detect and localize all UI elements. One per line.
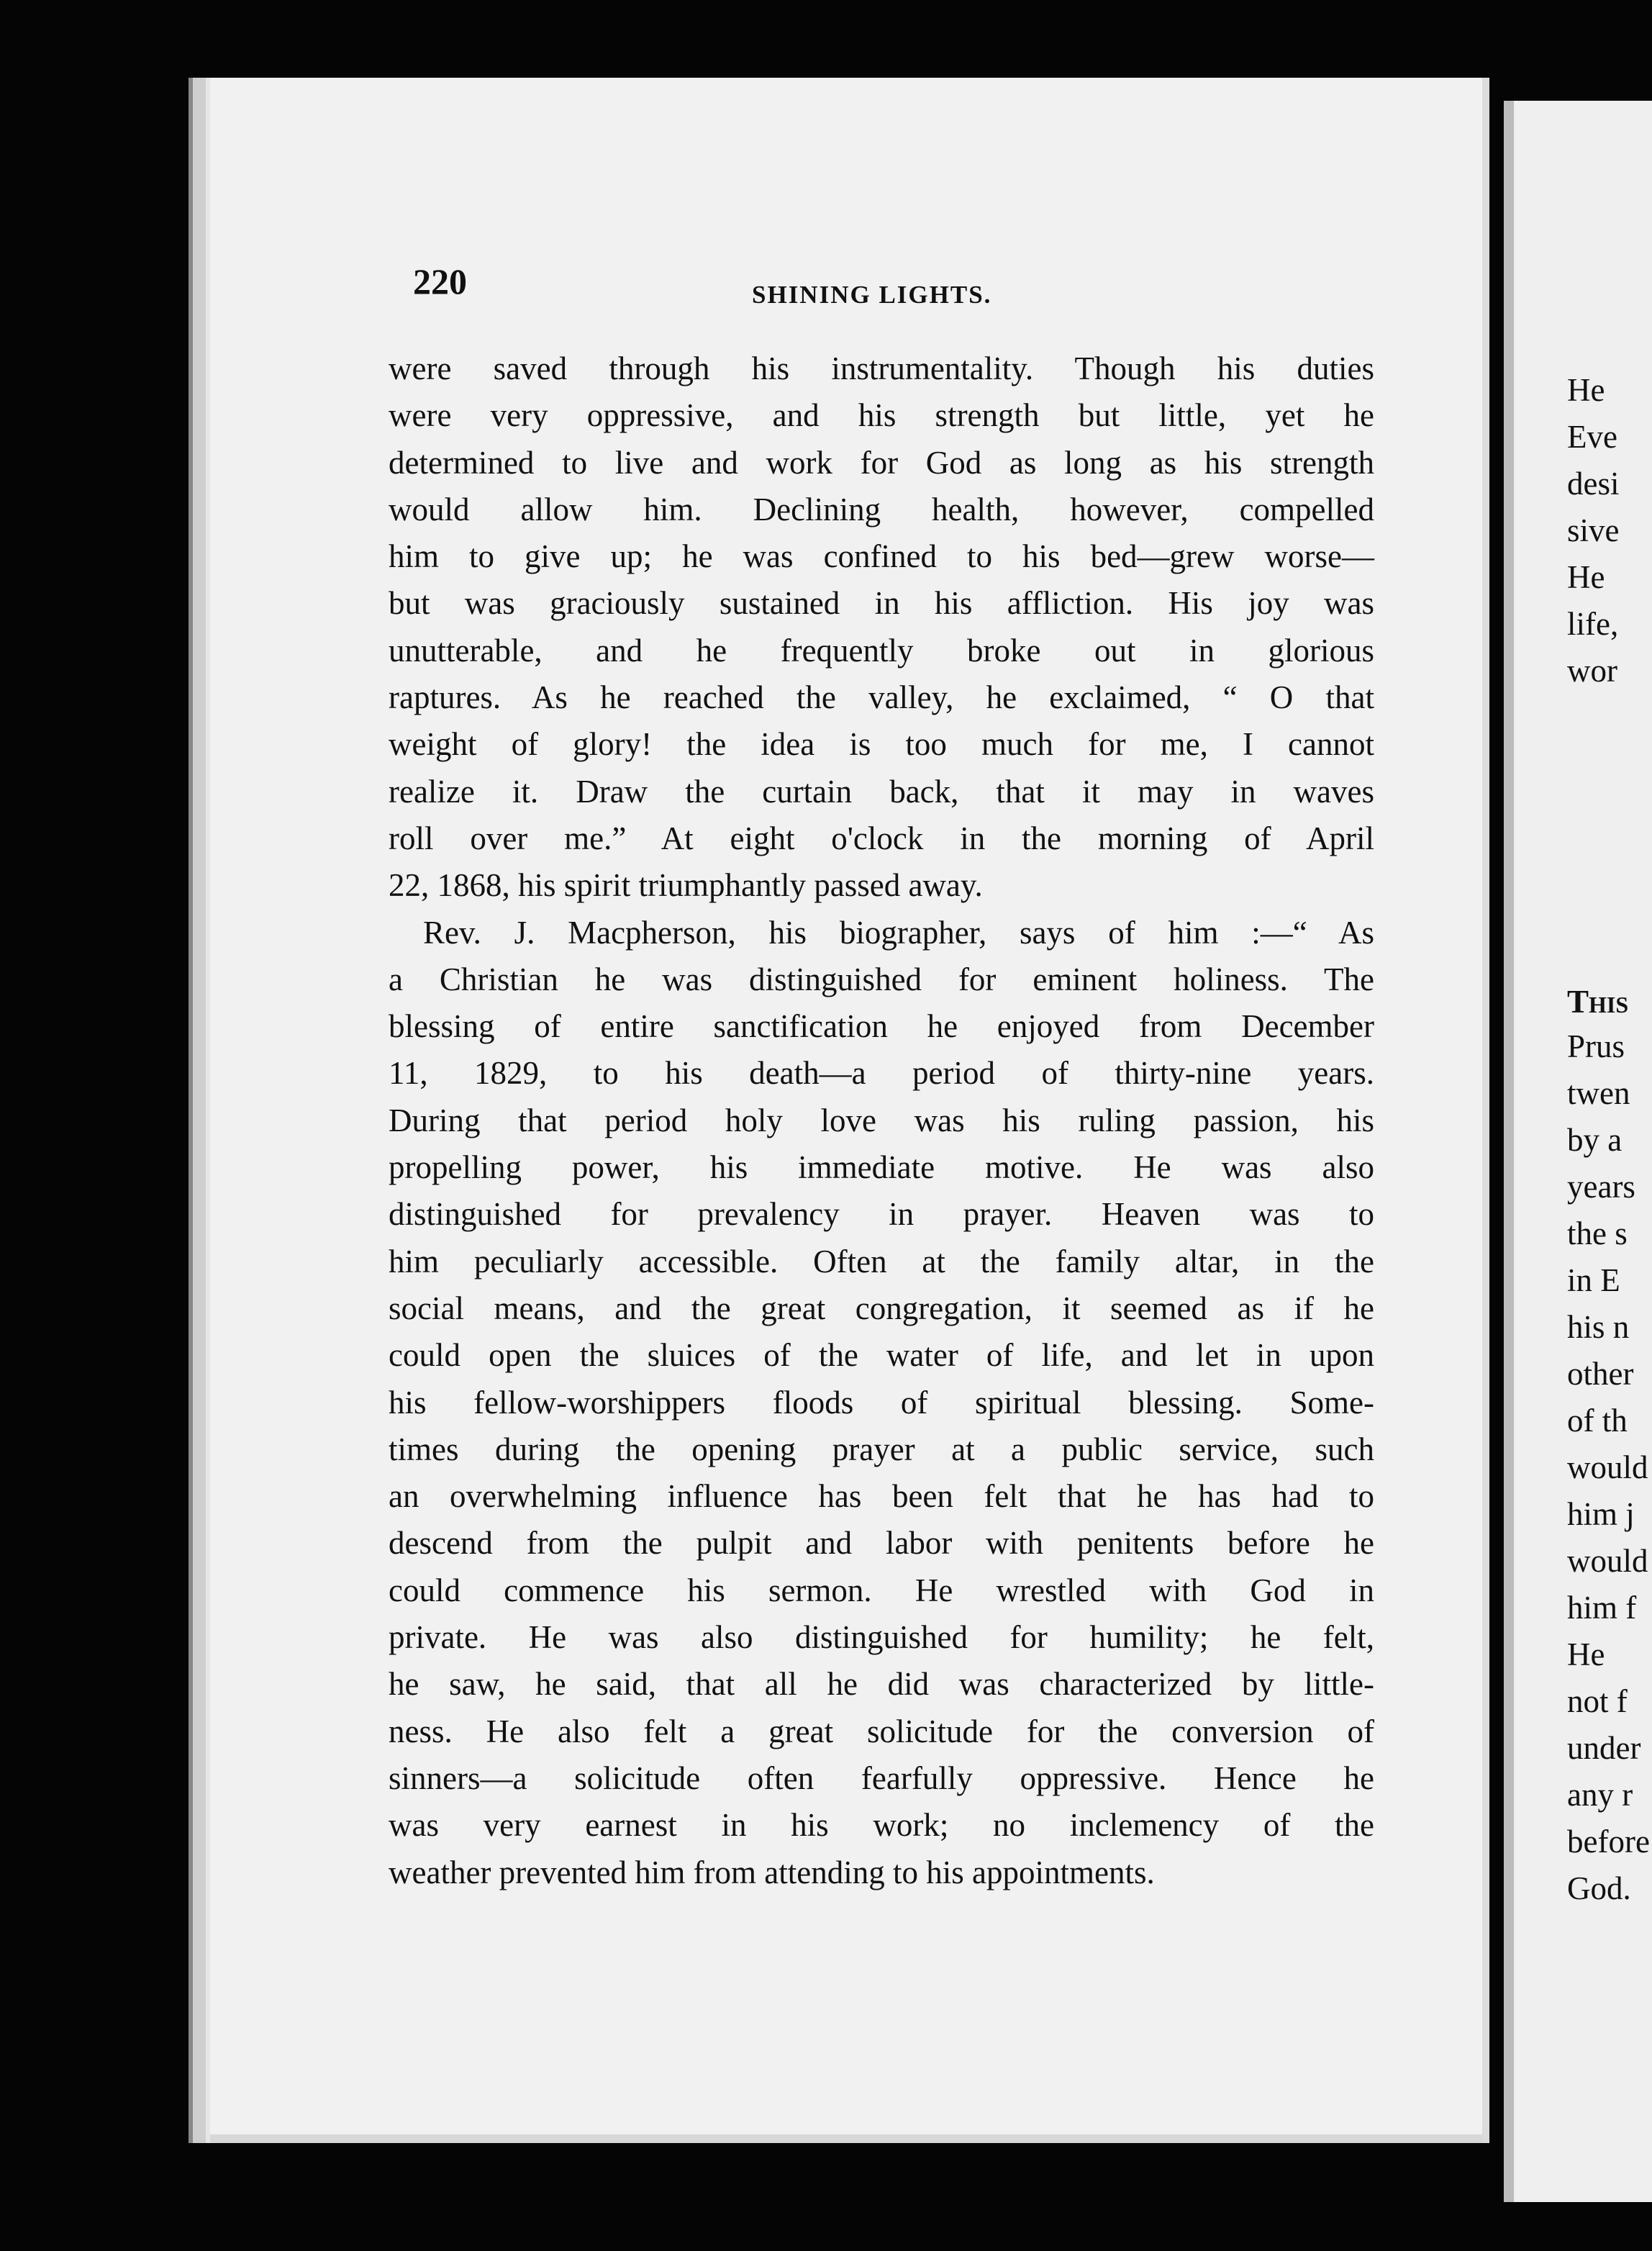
right-line: twen — [1567, 1075, 1630, 1111]
text-line: sinners—a solicitude often fearfully oppressive. Hence he — [389, 1759, 1374, 1796]
text-line: unutterable, and he frequently broke out in glorious — [389, 632, 1374, 669]
right-line: years — [1567, 1169, 1635, 1205]
right-line: wor — [1567, 653, 1617, 689]
right-line: desi — [1567, 466, 1620, 502]
text-line: would allow him. Declining health, however, compelled — [389, 491, 1374, 527]
text-line: were saved through his instrumentality. Though his duties — [389, 350, 1374, 386]
text-line: could commence his sermon. He wrestled with God in — [389, 1572, 1374, 1608]
right-line: the s — [1567, 1215, 1628, 1251]
text-line: a Christian he was distinguished for eminent holiness. The — [389, 961, 1374, 997]
text-line: determined to live and work for God as long as his strength — [389, 444, 1374, 481]
right-line: God. — [1567, 1870, 1631, 1906]
text-line: Rev. J. Macpherson, his biographer, says of him :—“ As — [423, 914, 1374, 951]
right-line: not f — [1567, 1683, 1628, 1719]
text-line: descend from the pulpit and labor with penitents before he — [389, 1525, 1374, 1562]
text-line: weight of glory! the idea is too much for me, I cannot — [389, 726, 1374, 763]
text-line: times during the opening prayer at a public service, such — [389, 1431, 1374, 1467]
right-line: Prus — [1567, 1028, 1625, 1064]
text-line: raptures. As he reached the valley, he exclaimed, “ O that — [389, 679, 1374, 716]
right-line: sive — [1567, 512, 1620, 548]
text-line: but was graciously sustained in his affliction. His joy was — [389, 585, 1374, 622]
text-line: him to give up; he was confined to his bed—grew worse— — [389, 538, 1374, 575]
text-line: social means, and the great congregation, it seemed as if he — [389, 1290, 1374, 1326]
right-line: of th — [1567, 1403, 1628, 1439]
text-line: he saw, he said, that all he did was characterized by little- — [389, 1666, 1374, 1703]
text-line: weather prevented him from attending to his appointments. — [389, 1854, 1155, 1890]
right-line: would — [1567, 1449, 1648, 1485]
right-line: him f — [1567, 1590, 1637, 1626]
right-line: by a — [1567, 1122, 1622, 1158]
text-line: ness. He also felt a great solicitude for the conversion of — [389, 1713, 1374, 1749]
body-text — [389, 345, 1374, 1896]
right-line: in E — [1567, 1262, 1620, 1298]
right-line: Eve — [1567, 419, 1617, 455]
right-line: any r — [1567, 1777, 1633, 1813]
right-line: before — [1567, 1824, 1650, 1860]
text-line: was very earnest in his work; no inclemency of the — [389, 1807, 1374, 1844]
text-line: were very oppressive, and his strength but little, yet he — [389, 397, 1374, 434]
text-line: blessing of entire sanctification he enjoyed from December — [389, 1008, 1374, 1045]
text-line: 11, 1829, to his death—a period of thirty-nine years. — [389, 1055, 1374, 1092]
text-line: 22, 1868, his spirit triumphantly passed away. — [389, 867, 983, 904]
right-line: under — [1567, 1730, 1641, 1766]
right-line: other — [1567, 1356, 1634, 1392]
text-line: During that period holy love was his ruling passion, his — [389, 1102, 1374, 1138]
page-number: 220 — [413, 261, 467, 302]
text-line: roll over me.” At eight o'clock in the morning of April — [389, 820, 1374, 856]
text-line: distinguished for prevalency in prayer. Heaven was to — [389, 1196, 1374, 1233]
right-line: He — [1567, 1636, 1605, 1672]
right-line: him j — [1567, 1496, 1635, 1532]
right-line: He — [1567, 559, 1605, 595]
text-line: private. He was also distinguished for humility; he felt, — [389, 1619, 1374, 1656]
text-line: propelling power, his immediate motive. He was also — [389, 1149, 1374, 1186]
right-line: would — [1567, 1543, 1648, 1579]
right-line: This — [1567, 984, 1629, 1020]
right-line: life, — [1567, 606, 1619, 642]
text-line: realize it. Draw the curtain back, that it may in waves — [389, 773, 1374, 810]
text-line: his fellow-worshippers floods of spiritual blessing. Some- — [389, 1384, 1374, 1421]
text-line: could open the sluices of the water of life, and let in upon — [389, 1337, 1374, 1374]
right-line: his n — [1567, 1309, 1630, 1345]
right-line: He — [1567, 372, 1605, 408]
text-line: an overwhelming influence has been felt that he has had to — [389, 1478, 1374, 1515]
running-head: SHINING LIGHTS. — [752, 281, 992, 309]
text-line: him peculiarly accessible. Often at the family altar, in the — [389, 1243, 1374, 1280]
